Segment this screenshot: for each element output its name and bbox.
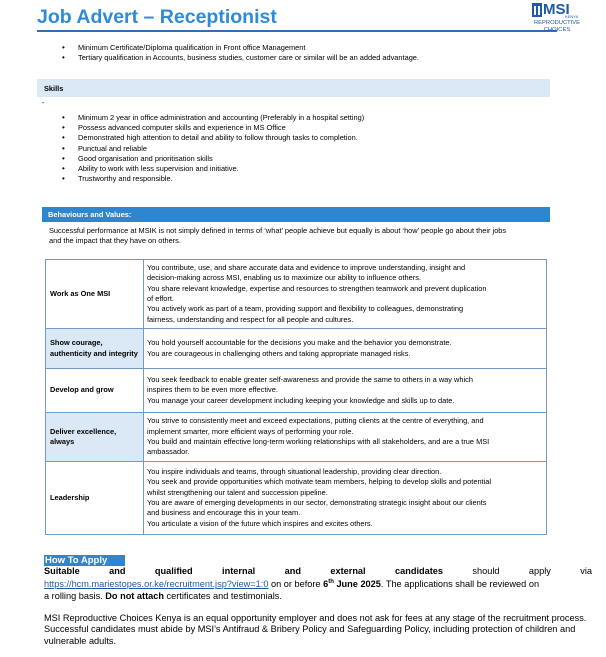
apply-word: via — [580, 566, 592, 576]
value-name: Leadership — [46, 462, 144, 535]
list-item: • Minimum Certificate/Diploma qualification in Front office Management — [62, 43, 419, 53]
apply-word: and — [109, 566, 126, 576]
value-description — [144, 369, 547, 413]
deadline-text-post: . The applications shall be reviewed on — [380, 579, 540, 590]
table-row — [46, 462, 547, 535]
behaviours-heading: Behaviours and Values: — [48, 210, 132, 219]
description-line: fairness, understanding and respect for all people and cultures. — [147, 314, 354, 324]
description-line: You build and maintain effective long-term working relationships with all stakeholders, and are a true MSI — [147, 437, 490, 446]
description-line: You are aware of emerging developments in our sector, demonstrating strategic insight about our clients — [147, 498, 487, 507]
recruitment-link[interactable]: https://hcm.mariestopes.or.ke/recruitment.jsp?view=1:0 — [44, 579, 269, 590]
description-line: You strive to consistently meet and exceed expectations, putting clients at the centre of everything, and — [147, 416, 484, 426]
behaviours-intro-line: and the impact that they have on others. — [49, 236, 181, 245]
table-row — [46, 260, 547, 329]
skills-heading-box — [37, 79, 550, 97]
logo-country: KENYA — [565, 14, 579, 19]
description-line: implement smarter, more efficient ways of performing your role. — [147, 426, 354, 436]
apply-word: and — [284, 566, 301, 576]
apply-word: Suitable — [44, 566, 80, 576]
apply-word: apply — [528, 566, 551, 576]
list-item: • Good organisation and prioritisation skills — [62, 154, 364, 164]
description-line: You manage your career development including keeping your knowledge and skills up to date. — [147, 395, 455, 405]
table-row — [46, 369, 547, 413]
list-item: • Demonstrated high attention to detail and ability to follow through tasks to completion. — [62, 133, 364, 143]
list-item: • Minimum 2 year in office administration and accounting (Preferably in a hospital setting) — [62, 113, 364, 123]
behaviours-intro-line: Successful performance at MSIK is not simply defined in terms of ‘what’ people achieve but equally is about ‘how’ people go about their jobs — [49, 226, 507, 235]
how-to-apply-text — [44, 566, 592, 602]
description-line: decision-making across MSI, enabling us to maximize our ability to influence others. — [147, 273, 421, 283]
behaviours-intro — [49, 226, 579, 246]
description-line: of effort. — [147, 294, 174, 303]
logo-subtitle: REPRODUCTIVE CHOICES — [533, 20, 581, 33]
msi-logo-icon — [532, 3, 542, 17]
description-line: You seek feedback to enable greater self-awareness and provide the same to others in a way which — [147, 374, 473, 384]
description-line: whilst strengthening our talent and succession pipeline. — [147, 487, 328, 497]
apply-line-1 — [44, 566, 592, 577]
value-description — [144, 462, 547, 535]
value-description — [144, 413, 547, 462]
description-line: You contribute, use, and share accurate data and evidence to improve understanding, insight and — [147, 262, 466, 272]
list-item: • Tertiary qualification in Accounts, business studies, customer care or similar will be an added advantage. — [62, 53, 419, 63]
description-line: ambassador. — [147, 447, 190, 457]
header-rule — [37, 30, 557, 32]
description-line: inspires them to be even more effective. — [147, 385, 278, 395]
description-line: You hold yourself accountable for the decisions you make and the behavior you demonstrate. — [147, 338, 452, 348]
description-line: and business and encourage this in your team. — [147, 508, 301, 518]
value-description — [144, 329, 547, 369]
description-line: You actively work as part of a team, providing support and flexibility to colleagues, demonstrating — [147, 304, 464, 314]
value-name: Develop and grow — [46, 369, 144, 413]
value-name: Show courage, authenticity and integrity — [46, 329, 144, 369]
description-line: You inspire individuals and teams, through situational leadership, providing clear direction. — [147, 466, 442, 476]
qualifications-list — [62, 43, 419, 63]
apply-line-2 — [44, 577, 592, 590]
logo-text: MSI — [543, 1, 570, 18]
skills-dot: - — [42, 100, 45, 107]
apply-word: internal — [222, 566, 256, 576]
values-table — [45, 259, 547, 535]
apply-word: external — [330, 566, 366, 576]
description-line: You are courageous in challenging others and taking appropriate managed risks. — [147, 348, 411, 358]
apply-line-3 — [44, 591, 592, 602]
msi-logo — [532, 3, 588, 39]
skills-heading: Skills — [44, 84, 64, 93]
list-item: • Punctual and reliable — [62, 144, 364, 154]
description-line: You articulate a vision of the future which inspires and excites others. — [147, 518, 373, 528]
how-to-apply-heading: How To Apply — [44, 555, 125, 566]
value-name: Work as One MSI — [46, 260, 144, 329]
list-item: • Trustworthy and responsible. — [62, 174, 364, 184]
deadline-month: June 2025 — [333, 579, 381, 590]
value-name: Deliver excellence, always — [46, 413, 144, 462]
list-item: • Possess advanced computer skills and experience in MS Office — [62, 123, 364, 133]
skills-list — [62, 113, 364, 184]
description-line: You seek and provide opportunities which motivate team members, helping to develop skills and potential — [147, 477, 492, 487]
apply-word: should — [472, 566, 500, 576]
equal-opportunity-statement: MSI Reproductive Choices Kenya is an equal opportunity employer and does not ask for fees at any stage of the recruitment process. Successful candidates must abide by MSI’s Antifraud & Bribery Policy and Safeguarding Policy, including protection of children and vulnerable adults. — [44, 613, 587, 646]
deadline-day: 6 — [323, 579, 329, 590]
deadline-text: on or before — [268, 579, 324, 590]
apply-word: candidates — [395, 566, 443, 576]
apply-word: qualified — [154, 566, 193, 576]
page-title: Job Advert – Receptionist — [37, 6, 277, 28]
list-item: • Ability to work with less supervision and initiative. — [62, 164, 364, 174]
behaviours-heading-bar — [42, 207, 550, 222]
apply-text: certificates and testimonials. — [163, 590, 282, 601]
table-row — [46, 329, 547, 369]
apply-text: a rolling basis. — [44, 590, 106, 601]
table-row — [46, 413, 547, 462]
value-description — [144, 260, 547, 329]
apply-bold: Do not attach — [105, 590, 164, 601]
deadline-suffix: th — [328, 579, 334, 586]
description-line: You share relevant knowledge, expertise and resources to strengthen teamwork and prevent duplication — [147, 283, 487, 293]
